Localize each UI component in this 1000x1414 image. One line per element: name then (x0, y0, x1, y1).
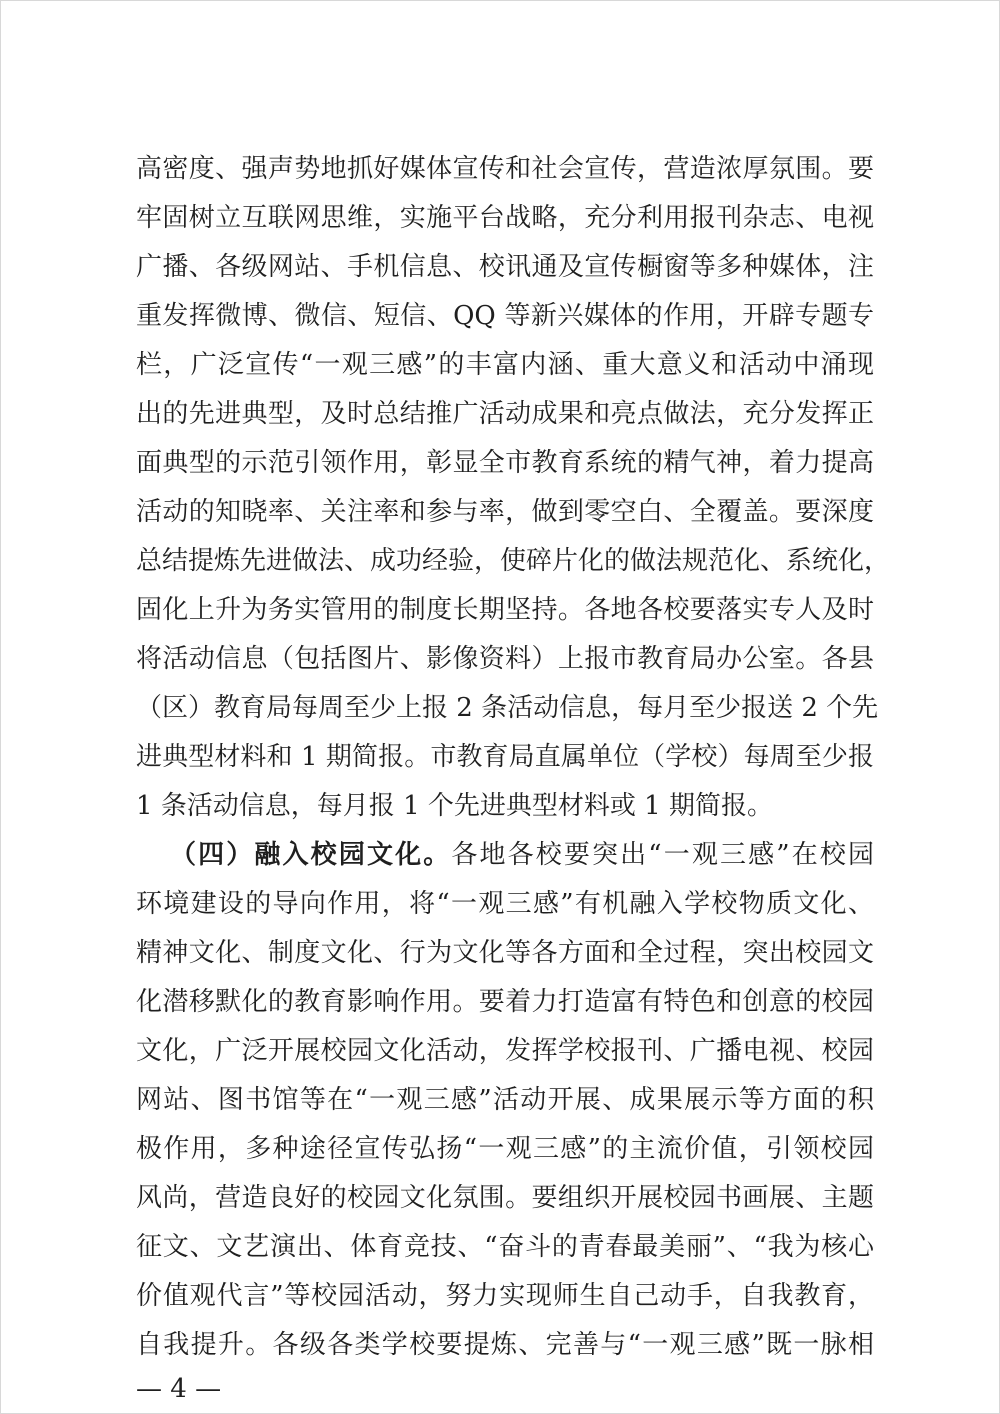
paragraph-line: 栏，广泛宣传“一观三感”的丰富内涵、重大意义和活动中涌现 (136, 350, 874, 380)
paragraph-line: 环境建设的导向作用，将“一观三感”有机融入学校物质文化、 (136, 889, 874, 919)
paragraph-line: 广播、各级网站、手机信息、校讯通及宣传橱窗等多种媒体，注 (136, 252, 874, 282)
paragraph-line: 征文、文艺演出、体育竞技、“奋斗的青春最美丽”、“我为核心 (136, 1232, 874, 1262)
paragraph-line: 精神文化、制度文化、行为文化等各方面和全过程，突出校园文 (136, 938, 874, 968)
paragraph-line: 1 条活动信息，每月报 1 个先进典型材料或 1 期简报。 (136, 791, 773, 821)
paragraph-line: 活动的知晓率、关注率和参与率，做到零空白、全覆盖。要深度 (136, 497, 874, 527)
paragraph-line: 极作用，多种途径宣传弘扬“一观三感”的主流价值，引领校园 (136, 1134, 874, 1164)
paragraph-line: 自我提升。各级各类学校要提炼、完善与“一观三感”既一脉相 (136, 1330, 874, 1360)
paragraph-line: 将活动信息（包括图片、影像资料）上报市教育局办公室。各县 (136, 644, 874, 674)
section-heading: （四）融入校园文化。 (170, 840, 452, 870)
paragraph-line: 出的先进典型，及时总结推广活动成果和亮点做法，充分发挥正 (136, 399, 874, 429)
paragraph-line: 高密度、强声势地抓好媒体宣传和社会宣传，营造浓厚氛围。要 (136, 154, 874, 184)
paragraph-line: 文化，广泛开展校园文化活动，发挥学校报刊、广播电视、校园 (136, 1036, 874, 1066)
paragraph-line: 重发挥微博、微信、短信、QQ 等新兴媒体的作用，开辟专题专 (136, 301, 874, 331)
paragraph-line: 进典型材料和 1 期简报。市教育局直属单位（学校）每周至少报 (136, 742, 874, 772)
paragraph-line: （区）教育局每周至少上报 2 条活动信息，每月至少报送 2 个先 (136, 693, 879, 723)
paragraph-line: 价值观代言”等校园活动，努力实现师生自己动手，自我教育， (136, 1281, 874, 1311)
paragraph-line: 牢固树立互联网思维，实施平台战略，充分利用报刊杂志、电视 (136, 203, 874, 233)
paragraph-line: 面典型的示范引领作用，彰显全市教育系统的精气神，着力提高 (136, 448, 874, 478)
paragraph-line: 风尚，营造良好的校园文化氛围。要组织开展校园书画展、主题 (136, 1183, 874, 1213)
paragraph-line: 网站、图书馆等在“一观三感”活动开展、成果展示等方面的积 (136, 1085, 874, 1115)
paragraph-line: 总结提炼先进做法、成功经验，使碎片化的做法规范化、系统化， (136, 546, 891, 576)
paragraph-line: 化潜移默化的教育影响作用。要着力打造富有特色和创意的校园 (136, 987, 874, 1017)
section-heading-rest: 各地各校要突出“一观三感”在校园 (451, 840, 874, 870)
page-number: — 4 — (136, 1374, 222, 1404)
paragraph-line: 固化上升为务实管用的制度长期坚持。各地各校要落实专人及时 (136, 595, 874, 625)
section-heading-line (170, 830, 874, 880)
